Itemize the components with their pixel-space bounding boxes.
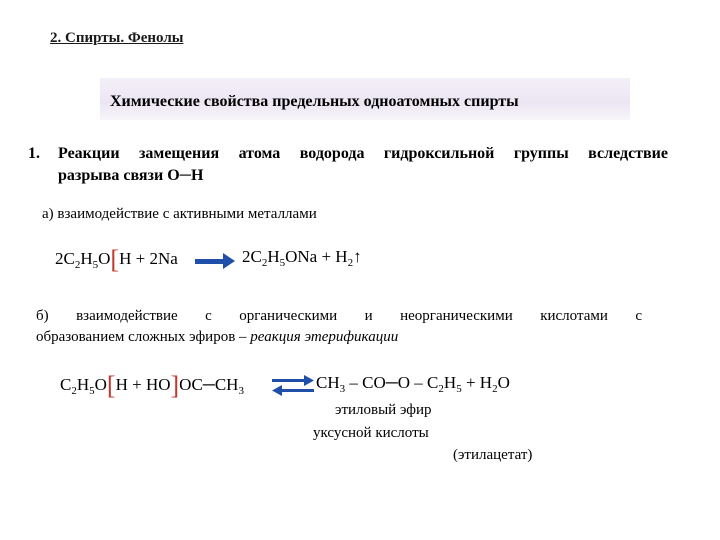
- bracket-open: [: [106, 371, 116, 400]
- reaction-a-products: [242, 247, 362, 267]
- item-text-line1: Реакции замещения атома водорода гидроксильной группы вследствие: [58, 145, 668, 162]
- water-index: 2: [492, 383, 498, 395]
- esterification-term: реакция этерификации: [250, 329, 399, 345]
- item-text-line2: разрыва связи О─Н: [58, 167, 204, 184]
- reaction-a-coefficient: 2: [55, 249, 64, 268]
- ester-carbon-index: 2: [438, 383, 444, 395]
- product-carbon: C: [250, 247, 262, 266]
- ester-hydrogen: H: [443, 373, 457, 392]
- subsection-b-line2: [36, 329, 398, 346]
- reaction-b-middle: H + HO: [115, 375, 171, 394]
- ester-methyl: CH: [316, 373, 340, 392]
- ethanol-carbon-index: 2: [71, 385, 77, 397]
- acetic-acid-index: 3: [238, 385, 244, 397]
- ester-hydrogen-index: 5: [456, 383, 462, 395]
- reaction-b-products: [316, 373, 510, 393]
- ethanol-hydrogen-index: 5: [89, 385, 95, 397]
- reaction-a-rest: H + 2Na: [119, 249, 178, 268]
- subsection-b-line1: б) взаимодействие с органическими и неорганическими кислотами с: [36, 308, 642, 324]
- reaction-a-hydrogen: H: [80, 249, 93, 268]
- reaction-a-carbon-index: 2: [74, 259, 81, 271]
- ethanol-hydrogen: H: [76, 375, 90, 394]
- product-tail: ONa + H: [285, 247, 348, 266]
- ester-middle: – CO─O – C: [345, 373, 439, 392]
- subsection-a-title: а) взаимодействие с активными металлами: [42, 206, 317, 222]
- acetic-acid-part: OC─CH: [179, 375, 239, 394]
- product-hydrogen: H: [267, 247, 280, 266]
- subsection-b-line2-plain: образованием сложных эфиров –: [36, 329, 251, 345]
- hydrogen-gas-index: 2: [347, 257, 354, 269]
- water-part: + H: [461, 373, 493, 392]
- bracket-open: [: [110, 245, 120, 274]
- reaction-arrow-a: [195, 250, 235, 270]
- product-name-line1: этиловый эфир: [335, 402, 432, 418]
- reaction-a-hydrogen-index: 5: [92, 259, 99, 271]
- reaction-b-reactants: [60, 373, 244, 399]
- gas-release-sign: ↑: [353, 247, 362, 266]
- product-hydrogen-index: 5: [279, 257, 286, 269]
- product-name-line2: уксусной кислоты: [313, 425, 429, 441]
- ethanol-oxygen: O: [94, 375, 107, 394]
- ethanol-carbon: C: [60, 375, 72, 394]
- water-oxygen: O: [497, 373, 510, 392]
- reaction-a-carbon: C: [63, 249, 75, 268]
- product-carbon-index: 2: [261, 257, 268, 269]
- equilibrium-arrows: [272, 374, 314, 396]
- product-coefficient: 2: [242, 247, 251, 266]
- item-number: 1.: [28, 145, 40, 162]
- reaction-a-oxygen: O: [98, 249, 111, 268]
- bracket-close: ]: [170, 371, 180, 400]
- section-title: 2. Спирты. Фенолы: [50, 30, 184, 46]
- ester-methyl-index: 3: [339, 383, 346, 395]
- reaction-a-reactants: [55, 247, 178, 273]
- product-name-line3: (этилацетат): [453, 447, 533, 463]
- heading: Химические свойства предельных одноатомных спирты: [110, 93, 519, 110]
